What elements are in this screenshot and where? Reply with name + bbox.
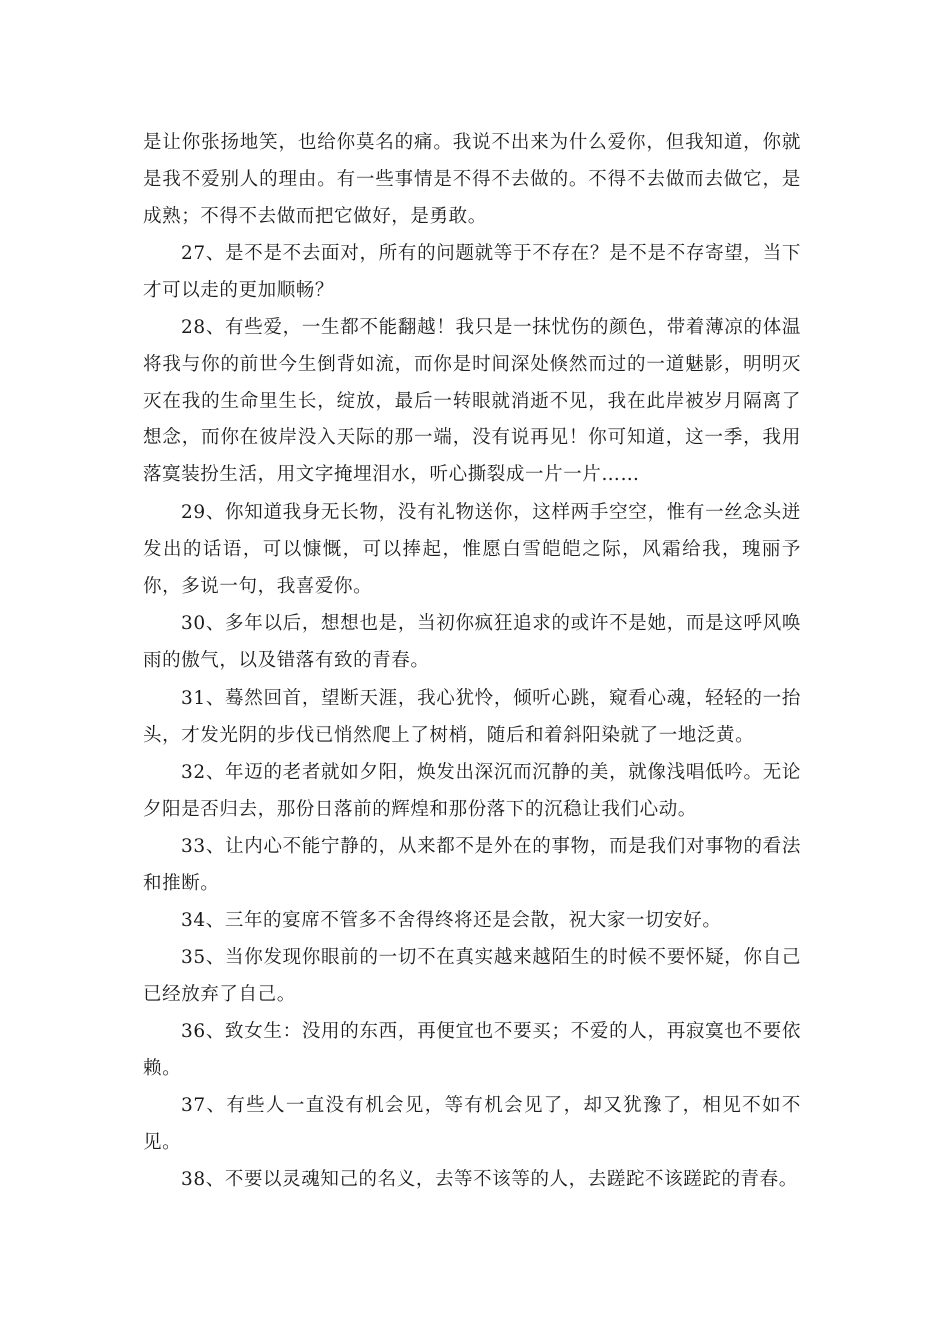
paragraph-27: 27、是不是不去面对，所有的问题就等于不存在？是不是不存寄望，当下才可以走的更加顺畅？ — [143, 243, 801, 301]
paragraph-35: 35、当你发现你眼前的一切不在真实越来越陌生的时候不要怀疑，你自己已经放弃了自己。 — [143, 947, 801, 1005]
paragraph-38: 38、不要以灵魂知己的名义，去等不该等的人，去蹉跎不该蹉跎的青春。 — [181, 1169, 798, 1190]
paragraph-28: 28、有些爱，一生都不能翻越！我只是一抹忧伤的颜色，带着薄凉的体温将我与你的前世今生倒背如流，而你是时间深处倏然而过的一道魅影，明明灭灭在我的生命里生长，绽放，最后一转眼就消逝不见，我在此岸被岁月隔离了想念，而你在彼岸没入天际的那一端，没有说再见！你可知道，这一季，我用落寞装扮生活，用文字掩埋泪水，听心撕裂成一片一片…… — [143, 317, 801, 486]
paragraph-36: 36、致女生：没用的东西，再便宜也不要买；不爱的人，再寂寞也不要依赖。 — [143, 1021, 801, 1079]
paragraph-32: 32、年迈的老者就如夕阳，焕发出深沉而沉静的美，就像浅唱低吟。无论夕阳是否归去，那份日落前的辉煌和那份落下的沉稳让我们心动。 — [143, 762, 801, 820]
paragraph-34: 34、三年的宴席不管多不舍得终将还是会散，祝大家一切安好。 — [181, 910, 722, 931]
paragraph-29: 29、你知道我身无长物，没有礼物送你，这样两手空空，惟有一丝念头迸发出的话语，可以慷慨，可以捧起，惟愿白雪皑皑之际，风霜给我，瑰丽予你，多说一句，我喜爱你。 — [143, 502, 801, 597]
paragraph-37: 37、有些人一直没有机会见，等有机会见了，却又犹豫了，相见不如不见。 — [143, 1095, 801, 1153]
paragraph-31: 31、蓦然回首，望断天涯，我心犹怜，倾听心跳，窥看心魂，轻轻的一抬头，才发光阴的步伐已悄然爬上了树梢，随后和着斜阳染就了一地泛黄。 — [143, 688, 801, 746]
paragraph-30: 30、多年以后，想想也是，当初你疯狂追求的或许不是她，而是这呼风唤雨的傲气，以及错落有致的青春。 — [143, 613, 801, 671]
paragraph-33: 33、让内心不能宁静的，从来都不是外在的事物，而是我们对事物的看法和推断。 — [143, 836, 801, 894]
paragraph-continuation: 是让你张扬地笑，也给你莫名的痛。我说不出来为什么爱你，但我知道，你就是我不爱别人的理由。有一些事情是不得不去做的。不得不去做而去做它，是成熟；不得不去做而把它做好，是勇敢。 — [143, 132, 801, 227]
